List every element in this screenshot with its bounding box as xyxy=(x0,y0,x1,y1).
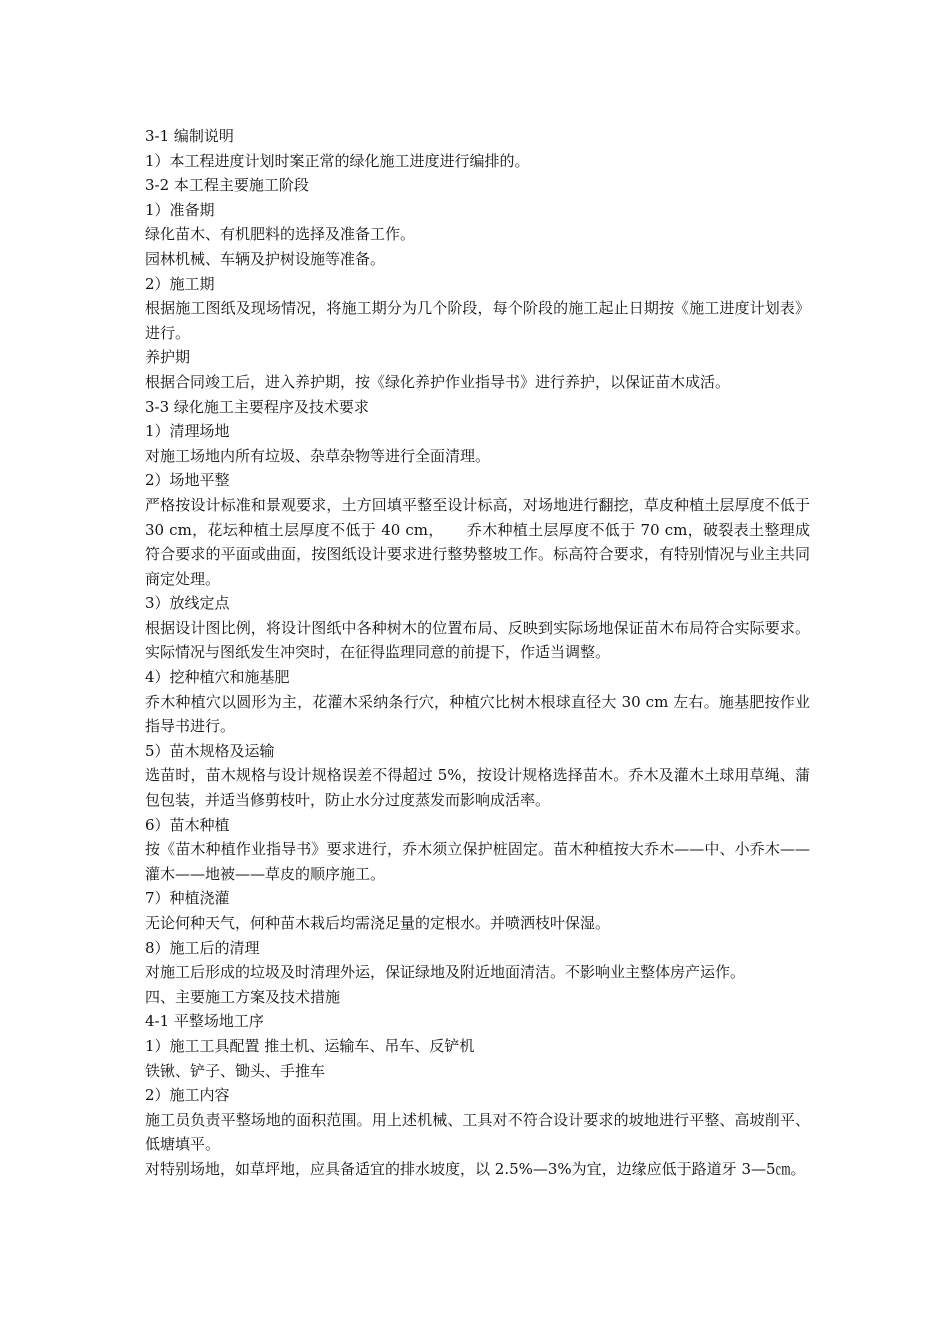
paragraph-text: 对特别场地，如草坪地，应具备适宜的排水坡度，以 2.5%—3%为宜，边缘应低于路道牙 3—5㎝。 xyxy=(145,1159,806,1178)
document-body xyxy=(145,124,810,1182)
section-heading-4-1: 4-1 平整场地工序 xyxy=(145,1012,264,1031)
subheading-site-clearing: 1）清理场地 xyxy=(145,422,230,441)
paragraph-text: 按《苗木种植作业指导书》要求进行，乔木须立保护桩固定。苗木种植按大乔木——中、小乔木——灌木——地被——草皮的顺序施工。 xyxy=(145,840,810,883)
paragraph-text: 根据合同竣工后，进入养护期，按《绿化养护作业指导书》进行养护，以保证苗木成活。 xyxy=(145,372,731,391)
paragraph-text: 对施工后形成的垃圾及时清理外运，保证绿地及附近地面清洁。不影响业主整体房产运作。 xyxy=(145,963,746,982)
paragraph-text: 选苗时，苗木规格与设计规格误差不得超过 5%，按设计规格选择苗木。乔木及灌木土球用草绳、蒲包包装，并适当修剪枝叶，防止水分过度蒸发而影响成活率。 xyxy=(145,766,810,810)
paragraph-text: 严格按设计标准和景观要求，土方回填平整至设计标高，对场地进行翻挖，草皮种植土层厚度不低于 30 cm，花坛种植土层厚度不低于 40 cm， 乔木种植土层厚度不低于 70 cm，破裂表土整理成符合要求的平面或曲面，按图纸设计要求进行整势整坡工作。标高符合要求，有特别情况与业主共同商定处理。 xyxy=(145,495,810,588)
section-heading-3-3: 3-3 绿化施工主要程序及技术要求 xyxy=(145,397,369,416)
paragraph-text: 园林机械、车辆及护树设施等准备。 xyxy=(145,249,386,268)
subheading-seedling-spec: 5）苗木规格及运输 xyxy=(145,741,275,760)
chapter-heading-4: 四、主要施工方案及技术措施 xyxy=(145,987,341,1006)
subheading-cleanup: 8）施工后的清理 xyxy=(145,938,260,957)
section-heading-3-1: 3-1 编制说明 xyxy=(145,127,234,145)
subheading-layout: 3）放线定点 xyxy=(145,594,230,613)
paragraph-text: 根据设计图比例，将设计图纸中各种树木的位置布局、反映到实际场地保证苗木布局符合实际要求。实际情况与图纸发生冲突时，在征得监理同意的前提下，作适当调整。 xyxy=(145,618,810,662)
paragraph-text: 施工员负责平整场地的面积范围。用上述机械、工具对不符合设计要求的坡地进行平整、高坡削平、低塘填平。 xyxy=(145,1110,810,1154)
paragraph-text: 根据施工图纸及现场情况，将施工期分为几个阶段，每个阶段的施工起止日期按《施工进度计划表》进行。 xyxy=(145,299,810,342)
paragraph-text: 绿化苗木、有机肥料的选择及准备工作。 xyxy=(145,225,416,244)
paragraph-text: 1）本工程进度计划时案正常的绿化施工进度进行编排的。 xyxy=(145,151,530,170)
subheading-planting-holes: 4）挖种植穴和施基肥 xyxy=(145,668,290,687)
paragraph-text: 无论何种天气，何种苗木栽后均需浇足量的定根水。并喷洒枝叶保湿。 xyxy=(145,914,611,932)
subheading-content: 2）施工内容 xyxy=(145,1086,230,1105)
subheading-construction: 2）施工期 xyxy=(145,274,215,293)
subheading-planting: 6）苗木种植 xyxy=(145,815,230,834)
paragraph-text: 铁锹、铲子、锄头、手推车 xyxy=(145,1061,326,1080)
subheading-maintenance: 养护期 xyxy=(145,348,191,367)
subheading-preparation: 1）准备期 xyxy=(145,200,215,219)
section-heading-3-2: 3-2 本工程主要施工阶段 xyxy=(145,176,309,195)
paragraph-text: 对施工场地内所有垃圾、杂草杂物等进行全面清理。 xyxy=(145,446,491,465)
paragraph-text: 乔木种植穴以圆形为主，花灌木采纳条行穴，种植穴比树木根球直径大 30 cm 左右。施基肥按作业指导书进行。 xyxy=(145,692,810,736)
subheading-site-leveling: 2）场地平整 xyxy=(145,471,230,490)
subheading-tools: 1）施工工具配置 推土机、运输车、吊车、反铲机 xyxy=(145,1036,475,1055)
subheading-watering: 7）种植浇灌 xyxy=(145,889,230,908)
